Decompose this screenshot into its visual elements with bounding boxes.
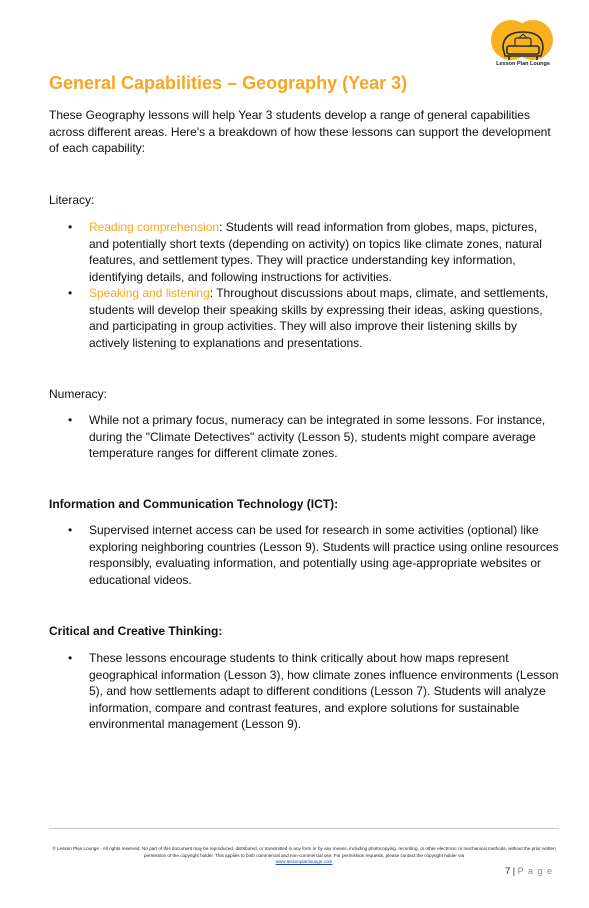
footer-divider <box>49 828 559 829</box>
page-number-separator: | <box>512 866 516 876</box>
list-item <box>89 522 559 588</box>
list-item-text: : Throughout discussions about maps, climate, and settlements, students will develop their speaking skills by expressing their ideas, asking questions, and participating in group activities. They will also improve their listening skills by actively listening to explanations and presentations. <box>89 286 549 350</box>
critical-thinking-heading: Critical and Creative Thinking: <box>49 624 223 638</box>
highlight-label: Reading comprehension <box>89 220 220 234</box>
literacy-heading: Literacy: <box>49 193 95 207</box>
intro-paragraph: These Geography lessons will help Year 3 students develop a range of general capabilities across different areas. Here's a breakdown of how these lessons can support the development of each capability: <box>49 108 551 155</box>
copyright-text: © Lesson Plan Lounge - All rights reserved. No part of this document may be reproduced, distributed, or transmitted in any form or by any means, including photocopying, recording, or other electronic or mechanical methods, without the prior written permission of the copyright holder. This applies to both commercial and non-commercial use. For permission requests, please contact the copyright holder via <box>52 846 556 858</box>
logo-text: Lesson Plan Lounge <box>496 61 550 67</box>
page-number-value: 7 <box>505 866 511 876</box>
page-number <box>505 866 553 876</box>
footer-notice <box>52 846 556 866</box>
list-item-text: These lessons encourage students to think critically about how maps represent geographical information (Lesson 3), how climate zones influence environments (Lesson 5), and how settlements adapt to different conditions (Lesson 7). Students will analyze information, compare and contrast features, and explore solutions for sustainable environmental management (Lesson 9). <box>89 651 559 731</box>
page-title: General Capabilities – Geography (Year 3) <box>49 73 408 93</box>
critical-thinking-list <box>89 650 559 733</box>
literacy-list <box>89 219 559 351</box>
list-item <box>89 412 559 462</box>
highlight-label: Speaking and listening <box>89 286 210 300</box>
numeracy-heading: Numeracy: <box>49 387 108 401</box>
ict-heading: Information and Communication Technology (ICT): <box>49 497 339 511</box>
numeracy-list <box>89 412 559 462</box>
list-item <box>89 650 559 733</box>
list-item <box>89 219 559 285</box>
website-link[interactable]: www.lessonplanlounge.com <box>275 859 333 865</box>
page-label: P a g e <box>517 866 553 876</box>
list-item-text: Supervised internet access can be used for research in some activities (optional) like exploring neighboring countries (Lesson 9). Students will practice using online resources responsibly, evaluating information, and potentially using age-appropriate websites or educational videos. <box>89 523 559 587</box>
list-item-text: : Students will read information from globes, maps, pictures, and potentially short texts (depending on activity) on topics like climate zones, natural features, and settlement types. They will practice understanding key information, identifying details, and following instructions for activities. <box>89 220 542 284</box>
list-item-text: While not a primary focus, numeracy can be integrated in some lessons. For instance, during the "Climate Detectives" activity (Lesson 5), students might compare average temperature ranges for different climate zones. <box>89 413 546 460</box>
list-item <box>89 285 559 351</box>
ict-list <box>89 522 559 588</box>
